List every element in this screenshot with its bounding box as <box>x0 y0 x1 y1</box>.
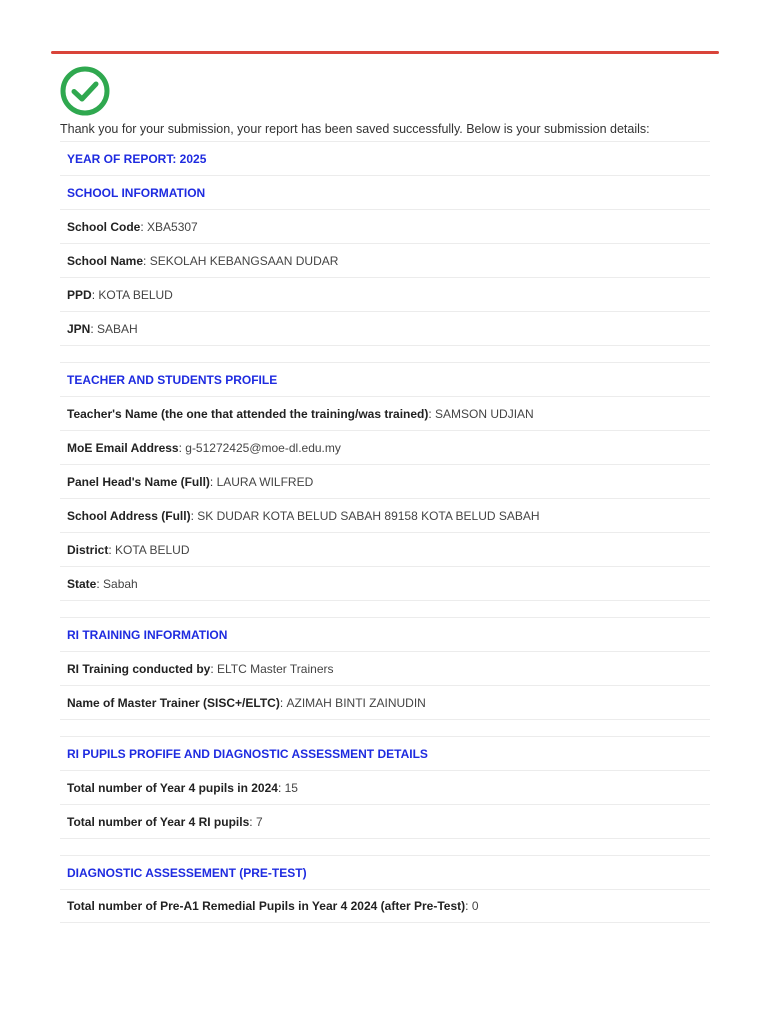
panel-head-value: LAURA WILFRED <box>216 474 314 489</box>
pupils-section-heading-row <box>60 736 710 770</box>
panel-head-label: Panel Head's Name (Full) <box>67 474 210 489</box>
pre-a1-pupils-label: Total number of Pre-A1 Remedial Pupils in Year 4 2024 (after Pre-Test) <box>67 899 466 913</box>
top-accent-border <box>51 51 719 54</box>
year4-pupils-value: 15 <box>284 780 298 795</box>
master-trainer-row: Name of Master Trainer (SISC+/ELTC) : AZIMAH BINTI ZAINUDIN <box>60 685 710 719</box>
year4-pupils-label: Total number of Year 4 pupils in 2024 <box>67 780 278 795</box>
teacher-name-row: Teacher's Name (the one that attended the training/was trained) : SAMSON UDJIAN <box>60 396 710 430</box>
school-code-value: XBA5307 <box>147 219 198 234</box>
school-name-row: School Name : SEKOLAH KEBANGSAAN DUDAR <box>60 243 710 277</box>
ri-pupils-profile-heading: RI PUPILS PROFIFE AND DIAGNOSTIC ASSESSMENT DETAILS <box>67 746 428 761</box>
school-section-heading-row <box>60 175 710 209</box>
email-row: MoE Email Address : g-51272425@moe-dl.edu.my <box>60 430 710 464</box>
teacher-name-value: SAMSON UDJIAN <box>435 406 534 421</box>
school-code-label: School Code <box>67 219 141 234</box>
panel-head-row: Panel Head's Name (Full) : LAURA WILFRED <box>60 464 710 498</box>
master-trainer-value: AZIMAH BINTI ZAINUDIN <box>286 695 426 710</box>
confirmation-message: Thank you for your submission, your report has been saved successfully. Below is your submission details: <box>60 122 650 136</box>
district-row: District : KOTA BELUD <box>60 532 710 566</box>
email-label: MoE Email Address <box>67 440 179 455</box>
ri-training-information-heading: RI TRAINING INFORMATION <box>67 627 228 642</box>
school-address-label: School Address (Full) <box>67 508 191 523</box>
ri-pupils-value: 7 <box>255 814 263 829</box>
master-trainer-label: Name of Master Trainer (SISC+/ELTC) <box>67 695 280 710</box>
diagnostic-section-heading-row <box>60 855 710 889</box>
email-value: g-51272425@moe-dl.edu.my <box>185 440 341 455</box>
ppd-row: PPD : KOTA BELUD <box>60 277 710 311</box>
section-spacer <box>60 719 710 736</box>
section-spacer <box>60 838 710 855</box>
training-conducted-row: RI Training conducted by : ELTC Master Trainers <box>60 651 710 685</box>
school-name-value: SEKOLAH KEBANGSAAN DUDAR <box>149 253 339 268</box>
diagnostic-assessment-heading: DIAGNOSTIC ASSESSEMENT (PRE-TEST) <box>67 865 307 880</box>
school-name-label: School Name <box>67 253 144 268</box>
school-address-row: School Address (Full) : SK DUDAR KOTA BELUD SABAH 89158 KOTA BELUD SABAH <box>60 498 710 532</box>
school-information-heading: SCHOOL INFORMATION <box>67 185 206 200</box>
section-spacer <box>60 600 710 617</box>
jpn-value: SABAH <box>97 321 138 336</box>
school-code-row: School Code : XBA5307 <box>60 209 710 243</box>
check-circle-icon <box>60 66 110 116</box>
teacher-students-profile-heading: TEACHER AND STUDENTS PROFILE <box>67 372 278 387</box>
year4-pupils-row: Total number of Year 4 pupils in 2024 : 15 <box>60 770 710 804</box>
ppd-label: PPD <box>67 287 92 302</box>
section-spacer <box>60 345 710 362</box>
district-label: District <box>67 542 109 557</box>
training-conducted-value: ELTC Master Trainers <box>217 661 334 676</box>
state-row: State : Sabah <box>60 566 710 600</box>
pre-a1-pupils-row: Total number of Pre-A1 Remedial Pupils in Year 4 2024 (after Pre-Test) : 0 <box>60 889 710 923</box>
year-of-report-row <box>60 141 710 175</box>
year-of-report-heading: YEAR OF REPORT: 2025 <box>67 151 207 166</box>
training-conducted-label: RI Training conducted by <box>67 661 211 676</box>
state-value: Sabah <box>103 576 138 591</box>
ri-pupils-row: Total number of Year 4 RI pupils : 7 <box>60 804 710 838</box>
submission-details <box>60 141 710 923</box>
jpn-row: JPN : SABAH <box>60 311 710 345</box>
training-section-heading-row <box>60 617 710 651</box>
ppd-value: KOTA BELUD <box>98 287 173 302</box>
ri-pupils-label: Total number of Year 4 RI pupils <box>67 814 250 829</box>
school-address-value: SK DUDAR KOTA BELUD SABAH 89158 KOTA BELUD SABAH <box>197 508 540 523</box>
state-label: State <box>67 576 97 591</box>
teacher-section-heading-row <box>60 362 710 396</box>
teacher-name-label: Teacher's Name (the one that attended the training/was trained) <box>67 406 429 421</box>
pre-a1-pupils-value: 0 <box>471 899 479 913</box>
district-value: KOTA BELUD <box>115 542 190 557</box>
jpn-label: JPN <box>67 321 91 336</box>
